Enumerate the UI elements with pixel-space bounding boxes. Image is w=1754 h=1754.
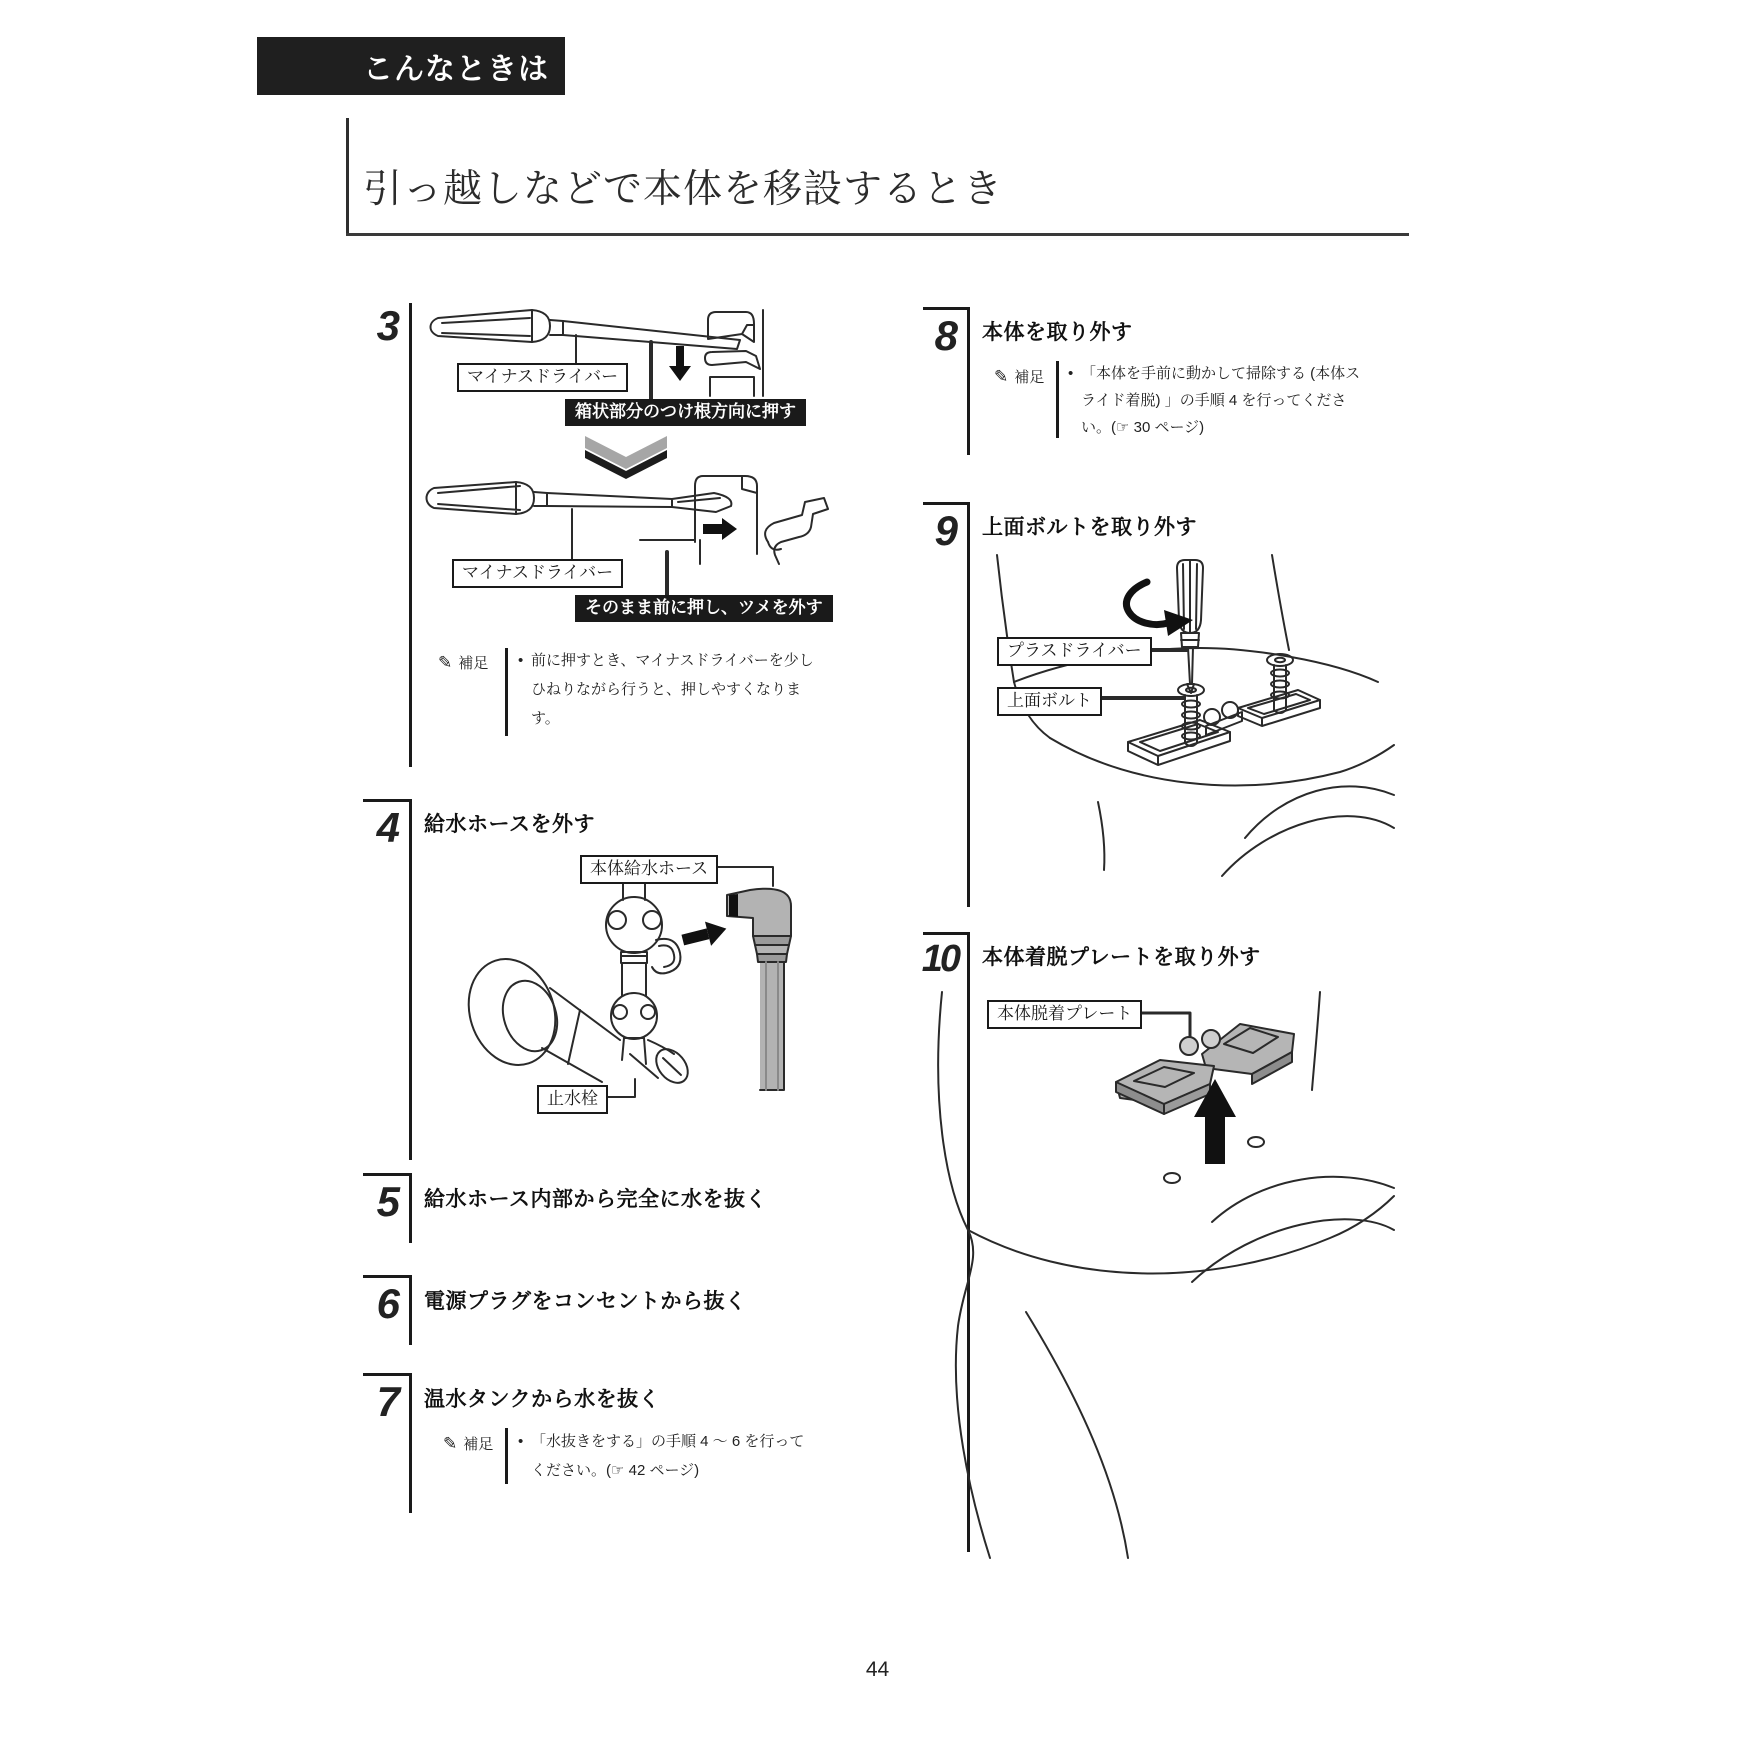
step4-illustration [450, 850, 800, 1110]
step4-number: 4 [376, 804, 400, 851]
label-phillips-driver: プラスドライバー [997, 637, 1152, 666]
step6-rule [409, 1275, 412, 1345]
pull-arrow-icon [680, 917, 730, 952]
pencil-icon: ✎ [443, 1433, 458, 1453]
title-left-rule [346, 118, 349, 236]
step7-topline [363, 1373, 410, 1376]
step10-number: 10 [921, 938, 958, 980]
step8-note-head [994, 366, 1044, 387]
step8-topline [923, 307, 969, 310]
step4-topline [363, 799, 410, 802]
step4-title: 給水ホースを外す [424, 813, 595, 836]
step7-number: 7 [376, 1378, 400, 1425]
step10-topline [923, 932, 969, 935]
step3-note-bar [505, 648, 508, 736]
label-detach-plate: 本体脱着プレート [987, 1000, 1142, 1029]
pencil-icon: ✎ [438, 652, 453, 672]
step7-note-head [443, 1433, 493, 1454]
step9-illustration [900, 540, 1400, 990]
note-label: 補足 [1014, 369, 1045, 386]
step8-note-text: • 「本体を手前に動かして掃除する (本体ス ライド着脱) 」の手順 4 を行ってくださ い。(☞ 30 ページ) [1068, 365, 1361, 436]
label-flathead-driver-top: マイナスドライバー [457, 363, 628, 392]
step5-rule [409, 1173, 412, 1243]
step7-rule [409, 1373, 412, 1513]
step9-topline [923, 502, 969, 505]
callout-push-root: 箱状部分のつけ根方向に押す [565, 399, 806, 426]
step5-topline [363, 1173, 410, 1176]
step3-number: 3 [376, 302, 400, 349]
callout-push-forward: そのまま前に押し、ツメを外す [575, 595, 833, 622]
pencil-icon: ✎ [994, 366, 1009, 386]
right-arrow-icon [703, 518, 737, 540]
down-arrow-icon [669, 346, 691, 381]
step5-number: 5 [376, 1178, 400, 1225]
step9-title: 上面ボルトを取り外す [982, 516, 1197, 539]
step8-number: 8 [934, 312, 958, 359]
step8-note-bar [1056, 361, 1059, 438]
note-label: 補足 [458, 655, 489, 672]
step7-note-bar [505, 1428, 508, 1484]
step6-title: 電源プラグをコンセントから抜く [424, 1290, 747, 1313]
label-flathead-driver-bottom: マイナスドライバー [452, 559, 623, 588]
hose-tube [760, 962, 784, 1090]
section-tag [257, 37, 565, 95]
rotate-arrow-icon [1126, 582, 1168, 625]
step6-topline [363, 1275, 410, 1278]
step3-note-text: • 前に押すとき、マイナスドライバーを少し ひねりながら行うと、押しやすくなりま す。 [518, 652, 814, 727]
step8-rule [967, 307, 970, 455]
section-tag-label: こんなときは [363, 53, 549, 86]
step7-title: 温水タンクから水を抜く [424, 1388, 661, 1411]
step4-rule [409, 799, 412, 1160]
step5-title: 給水ホース内部から完全に水を抜く [424, 1188, 767, 1211]
label-shutoff-valve: 止水栓 [537, 1085, 608, 1114]
note-label: 補足 [463, 1436, 494, 1453]
label-supply-hose: 本体給水ホース [580, 855, 718, 884]
step3-note-head [438, 652, 488, 673]
step7-note-text: • 「水抜きをする」の手順 4 ～ 6 を行って ください。(☞ 42 ページ) [518, 1433, 805, 1479]
step6-number: 6 [376, 1280, 400, 1327]
step9-number: 9 [934, 507, 958, 554]
page-number: 44 [865, 1658, 890, 1681]
title-underline [346, 233, 1409, 236]
label-top-bolt: 上面ボルト [997, 687, 1102, 716]
step3-rule [409, 303, 412, 767]
page-title: 引っ越しなどで本体を移設するとき [363, 168, 1004, 211]
step10-title: 本体着脱プレートを取り外す [982, 946, 1261, 969]
step10-illustration [900, 980, 1400, 1560]
step8-title: 本体を取り外す [982, 321, 1133, 344]
